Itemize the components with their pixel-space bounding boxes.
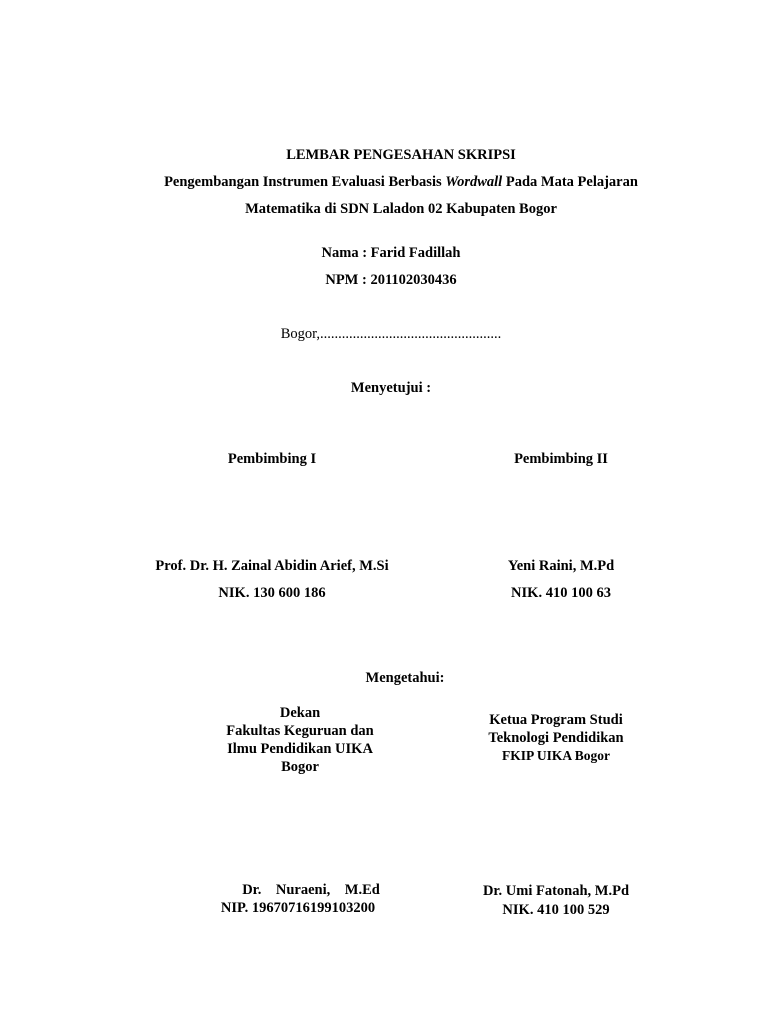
thesis-title-part-1: Pengembangan Instrumen Evaluasi Berbasis: [164, 174, 446, 190]
dean-title-line-2: Fakultas Keguruan dan: [226, 723, 374, 739]
student-name: Nama : Farid Fadillah: [321, 245, 461, 261]
thesis-title-line-1: [164, 175, 638, 190]
student-npm: NPM : 201102030436: [325, 272, 457, 288]
dean-title-line-4: Bogor: [281, 759, 319, 775]
dean-name: Dr. Nuraeni, M.Ed: [242, 882, 380, 898]
approved-by-label: Menyetujui :: [350, 380, 432, 396]
advisor-2-nik: NIK. 410 100 63: [511, 585, 611, 601]
acknowledged-by-label: Mengetahui:: [365, 670, 445, 686]
advisor-1-name: Prof. Dr. H. Zainal Abidin Arief, M.Si: [155, 558, 389, 574]
advisor-2-name: Yeni Raini, M.Pd: [507, 558, 615, 574]
dean-title-block: [226, 704, 373, 776]
program-head-title-line-1: Ketua Program Studi: [489, 712, 623, 728]
dean-title-line-1: Dekan: [279, 705, 321, 721]
program-head-title-block: [488, 711, 623, 765]
advisor-1-nik: NIK. 130 600 186: [218, 585, 326, 601]
advisor-1-role: Pembimbing I: [227, 451, 317, 467]
program-head-name: Dr. Umi Fatonah, M.Pd: [482, 883, 630, 899]
program-head-title-line-3: FKIP UIKA Bogor: [501, 748, 611, 763]
place-date: Bogor,..................................................: [280, 326, 502, 342]
program-head-title-line-2: Teknologi Pendidikan: [488, 730, 624, 746]
dean-title-line-3: Ilmu Pendidikan UIKA: [227, 741, 373, 757]
thesis-title-part-2: Pada Mata Pelajaran: [502, 174, 638, 190]
thesis-title-italic: Wordwall: [445, 174, 503, 190]
advisor-2-role: Pembimbing II: [514, 451, 608, 467]
dean-nip: NIP. 19670716199103200: [220, 900, 376, 916]
document-title: LEMBAR PENGESAHAN SKRIPSI: [286, 147, 516, 163]
program-head-nik: NIK. 410 100 529: [502, 902, 610, 918]
thesis-title-line-2: Matematika di SDN Laladon 02 Kabupaten Bogor: [245, 201, 557, 217]
